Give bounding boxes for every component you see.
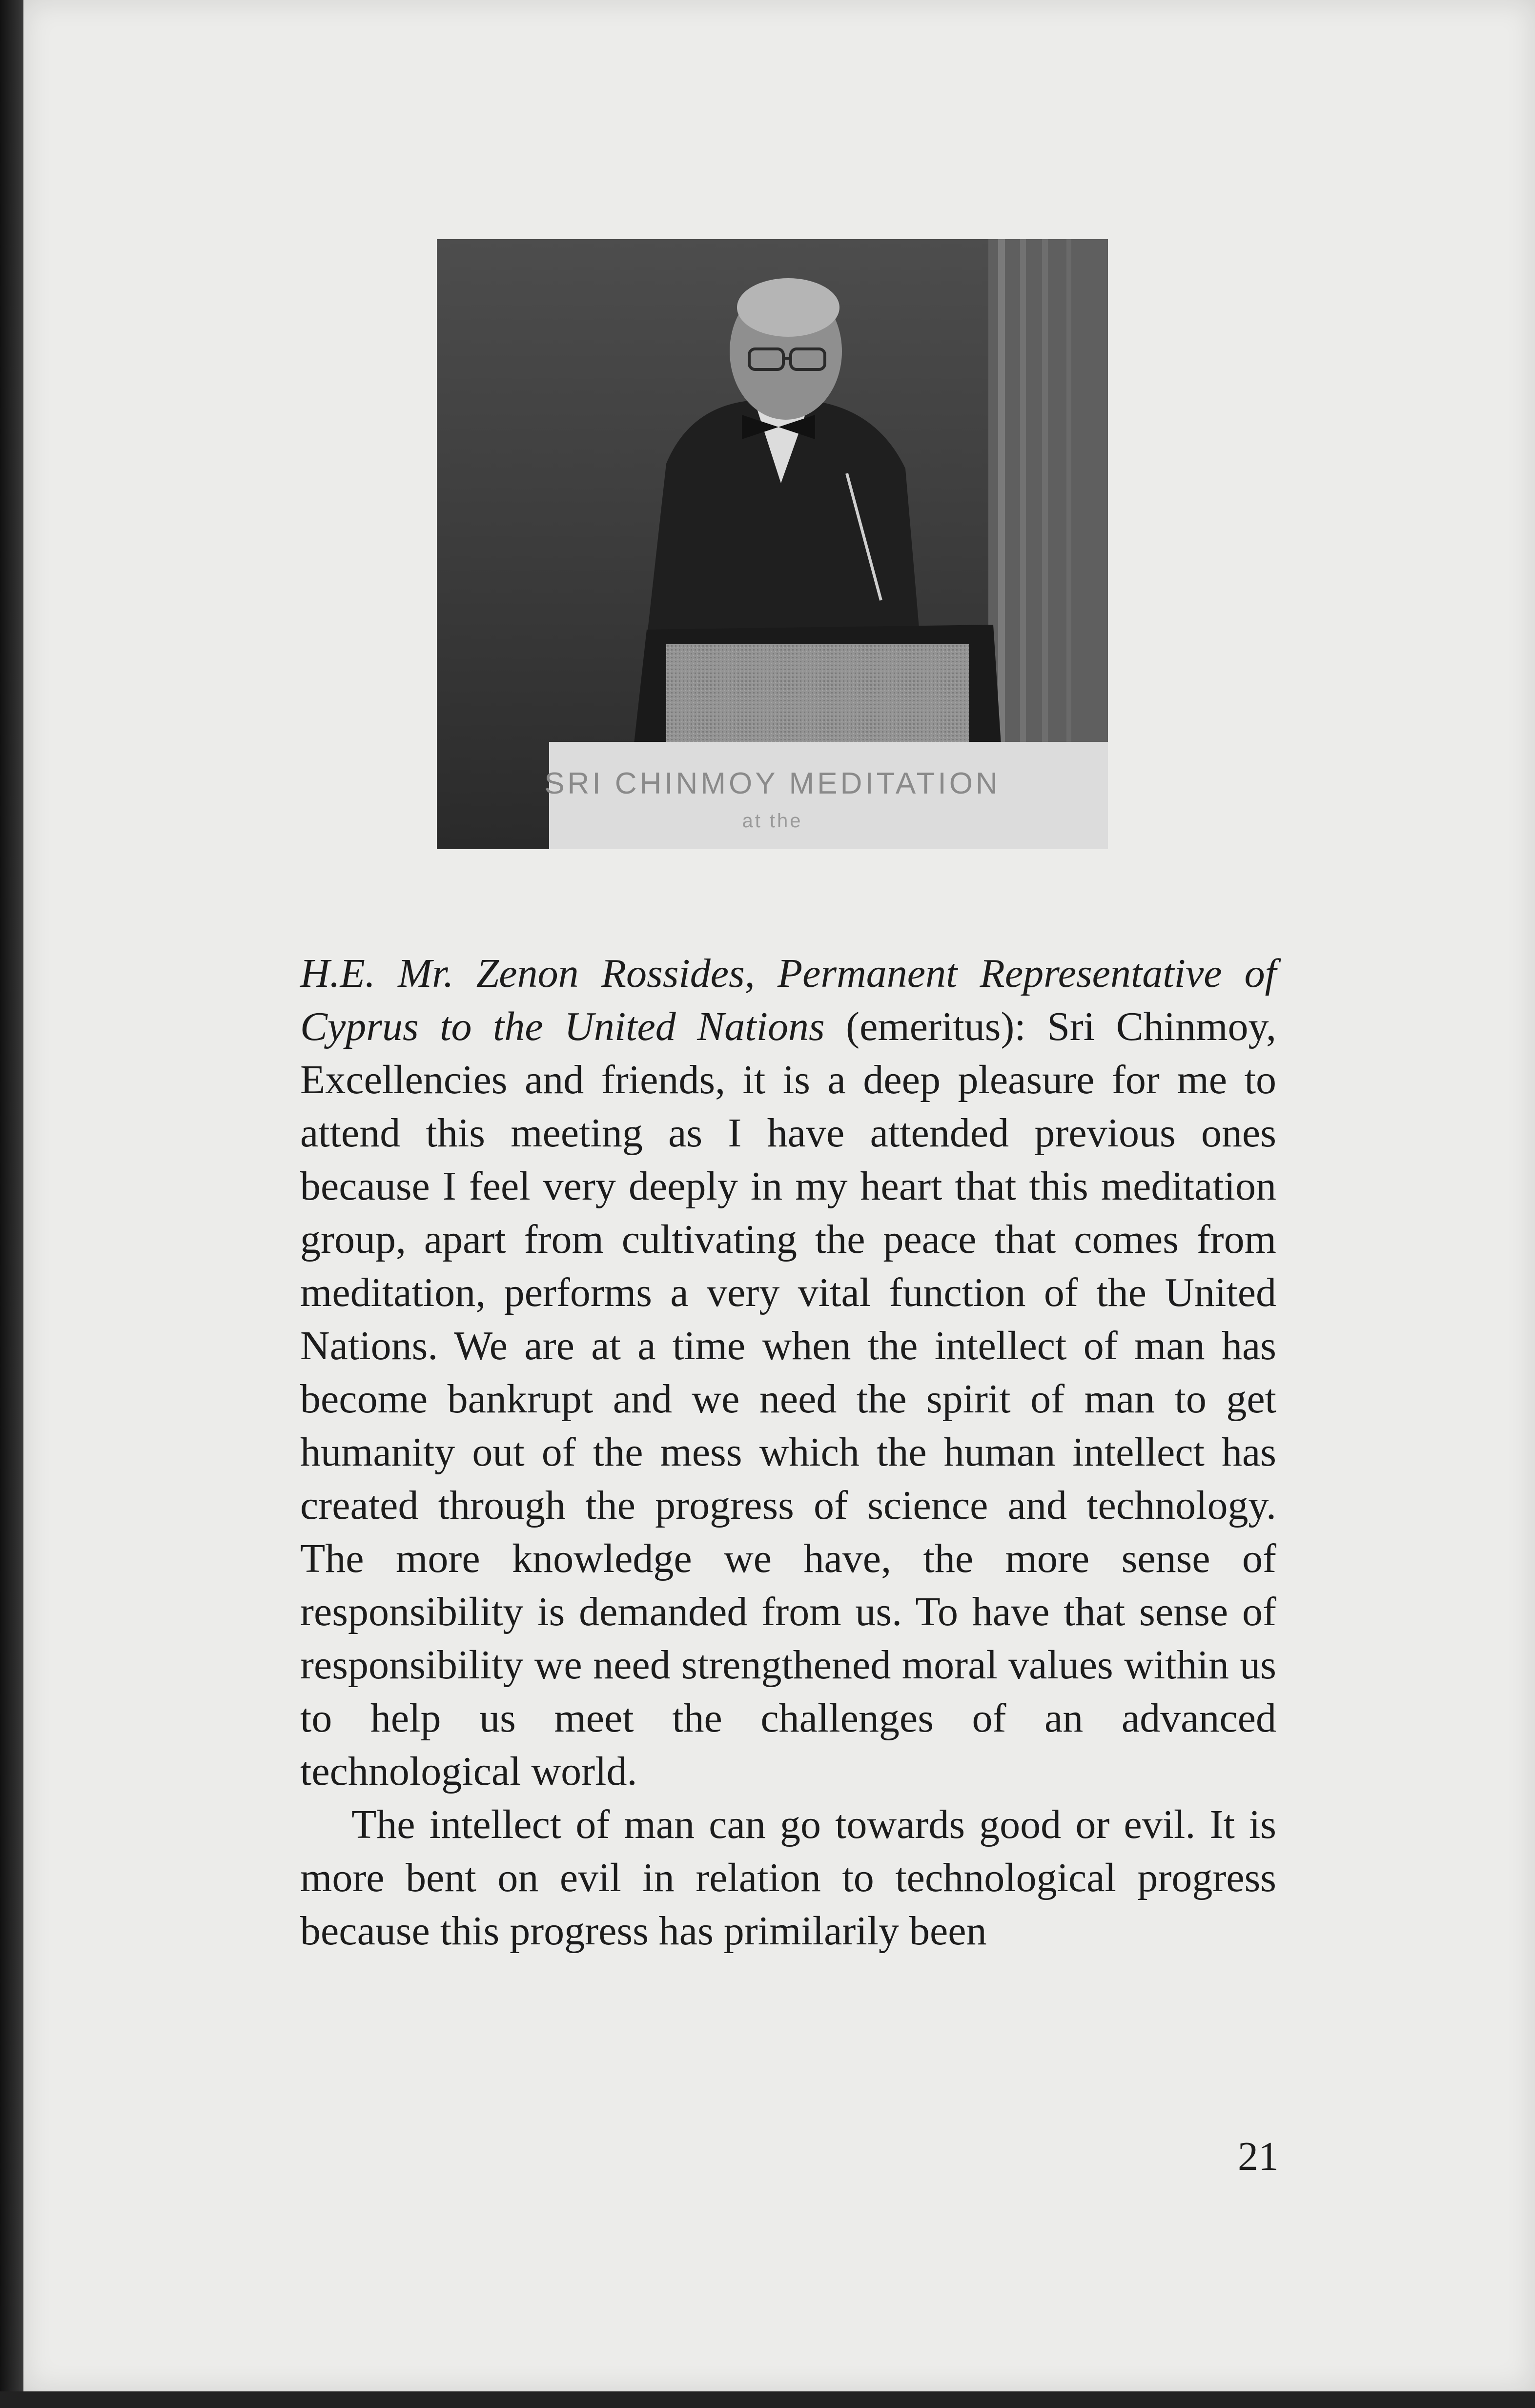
photo-illustration: [437, 239, 1108, 849]
page-bottom-edge: [0, 2391, 1535, 2408]
speaker-name: H.E. Mr. Zenon Rossides, Permanent Representative of Cyprus to the United Nations: [300, 951, 1276, 1049]
speaker-photo: [437, 239, 1108, 849]
page-binding-edge: [0, 0, 23, 2408]
paragraph-1-text: Sri Chinmoy, Excellencies and friends, it is a deep pleasure for me to attend this meeting as I have attended previous ones because I feel very deeply in my heart that this meditation group, apart from cultivating the peace that comes from meditation, performs a very vital function of the United Nations. We are at a time when the intellect of man has become bankrupt and we need the spirit of man to get humanity out of the mess which the human intellect has created through the progress of science and technology. The more knowledge we have, the more sense of responsibility is demanded from us. To have that sense of responsibility we need strengthened moral values within us to help us meet the challenges of an advanced technological world.: [300, 1004, 1276, 1794]
page-number: 21: [1238, 2134, 1279, 2179]
paragraph-2: The intellect of man can go towards good or evil. It is more bent on evil in relation to technological progress because this progress has primilarily been: [300, 1802, 1276, 1954]
paragraph-1: [300, 947, 1276, 1798]
body-text: [300, 947, 1276, 1958]
speaker-suffix: (emeritus):: [824, 1004, 1026, 1049]
lectern-sign-text: SRI CHINMOY MEDITATION: [544, 767, 1001, 800]
lectern-sign-subtext: at the: [742, 810, 803, 832]
